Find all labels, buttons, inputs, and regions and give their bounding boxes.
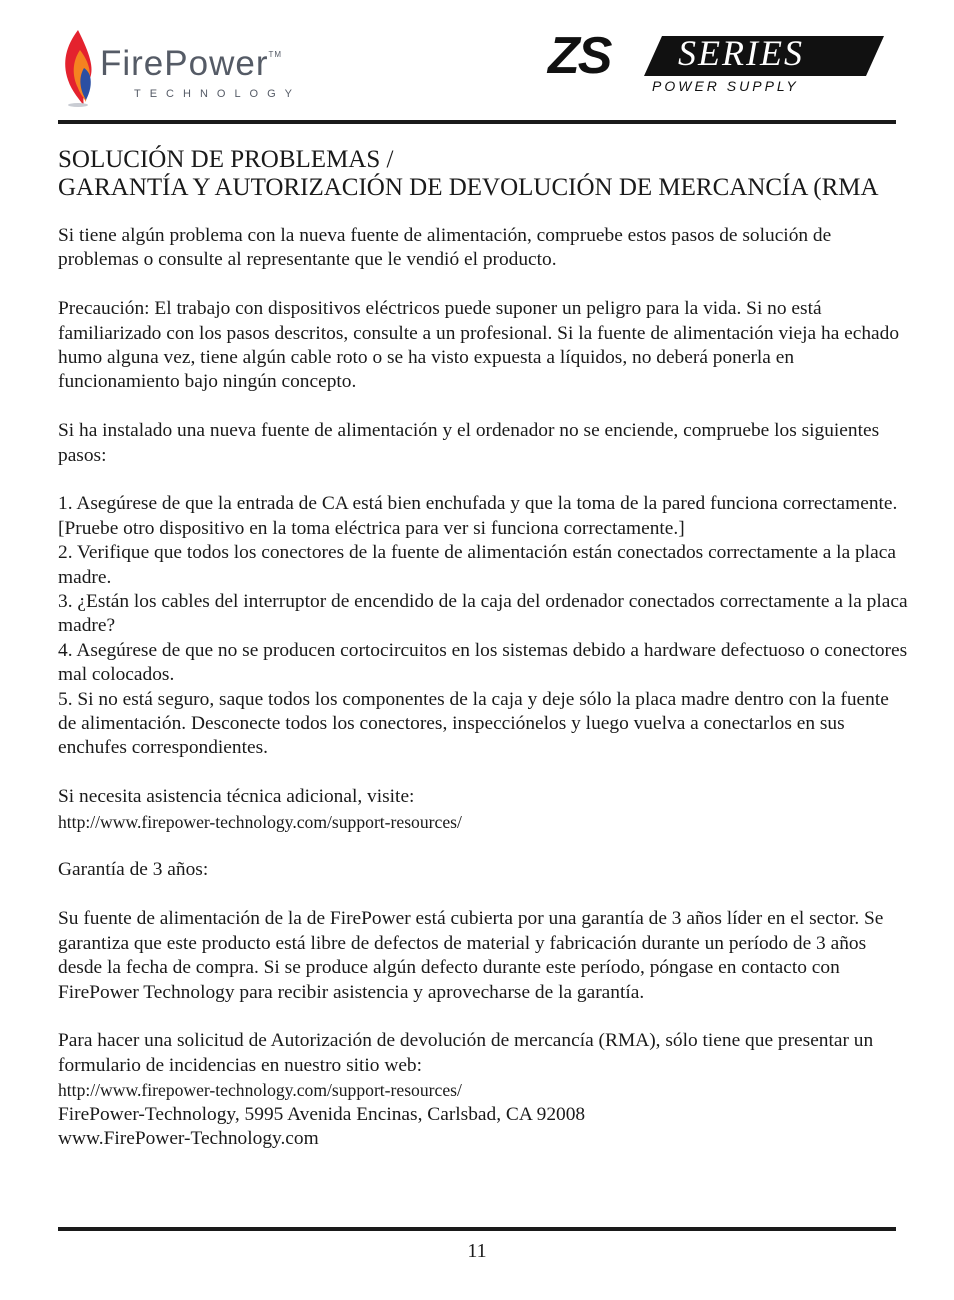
- step-item: 5. Si no está seguro, saque todos los componentes de la caja y deje sólo la placa madre dentro con la fuente de alimentación. Desconecte todos los conectores, inspecciónelos y luego vuelva a conectarlos en sus enchufes correspondientes.: [58, 688, 889, 759]
- flame-icon: [60, 28, 96, 108]
- title-line-1: SOLUCIÓN DE PROBLEMAS /: [58, 146, 394, 173]
- warranty-heading: Garantía de 3 años:: [58, 859, 209, 881]
- zs-series-logo: [548, 27, 888, 100]
- step-item: 4. Asegúrese de que no se producen cortocircuitos en los sistemas debido a hardware defectuoso o conectores mal colocados.: [58, 639, 908, 686]
- company-website[interactable]: www.FirePower-Technology.com: [58, 1127, 319, 1149]
- company-address: FirePower-Technology, 5995 Avenida Encinas, Carlsbad, CA 92008: [58, 1103, 586, 1125]
- page-header: [0, 0, 954, 125]
- page-number: 11: [467, 1240, 487, 1262]
- firepower-logo: [60, 28, 350, 110]
- intro-paragraph: Si tiene algún problema con la nueva fuente de alimentación, compruebe estos pasos de solución de problemas o consulte al representante que le vendió el producto.: [58, 225, 832, 271]
- power-supply-label: POWER SUPPLY: [652, 78, 799, 94]
- brand-subtitle: TECHNOLOGY: [134, 88, 302, 100]
- step-item: 1. Asegúrese de que la entrada de CA está bien enchufada y que la toma de la pared funciona correctamente. [Pruebe otro dispositivo en la toma eléctrica para ver si funciona correctamente.]: [58, 493, 898, 539]
- support-text: Si necesita asistencia técnica adicional, visite:: [58, 786, 415, 808]
- document-body: [58, 224, 908, 1151]
- header-divider: [58, 120, 896, 124]
- step-item: 2. Verifique que todos los conectores de la fuente de alimentación están conectados correctamente a la placa madre.: [58, 542, 896, 588]
- brand-name: FirePower™: [100, 44, 283, 83]
- zs-wordmark: ZS: [548, 27, 611, 85]
- caution-paragraph: Precaución: El trabajo con dispositivos eléctricos puede suponer un peligro para la vida. Si no está familiarizado con los pasos descritos, consulte a un profesional. Si la fuente de alimentación vieja ha echado humo alguna vez, tiene algún cable roto o se ha visto expuesta a líquidos, no deberá ponerla en funcionamiento bajo ningún concepto.: [58, 298, 900, 393]
- page-title: [58, 146, 879, 202]
- series-wordmark: SERIES: [678, 33, 804, 73]
- step-item: 3. ¿Están los cables del interruptor de encendido de la caja del ordenador conectados correctamente a la placa madre?: [58, 591, 908, 637]
- steps-intro-paragraph: Si ha instalado una nueva fuente de alimentación y el ordenador no se enciende, compruebe los siguientes pasos:: [58, 420, 880, 466]
- warranty-paragraph: Su fuente de alimentación de la de FirePower está cubierta por una garantía de 3 años líder en el sector. Se garantiza que este producto está libre de defectos de material y fabricación durante un período de 3 años desde la fecha de compra. Si se produce algún defecto durante este período, póngase en contacto con FirePower Technology para recibir asistencia y aprovecharse de la garantía.: [58, 908, 884, 1003]
- troubleshooting-steps: [58, 492, 908, 760]
- rma-paragraph: Para hacer una solicitud de Autorización de devolución de mercancía (RMA), sólo tiene que presentar un formulario de incidencias en nuestro sitio web:: [58, 1030, 874, 1076]
- support-link[interactable]: http://www.firepower-technology.com/support-resources/: [58, 811, 462, 832]
- rma-link[interactable]: http://www.firepower-technology.com/support-resources/: [58, 1080, 462, 1101]
- footer-divider: [58, 1227, 896, 1231]
- title-line-2: GARANTÍA Y AUTORIZACIÓN DE DEVOLUCIÓN DE MERCANCÍA (RMA: [58, 174, 879, 201]
